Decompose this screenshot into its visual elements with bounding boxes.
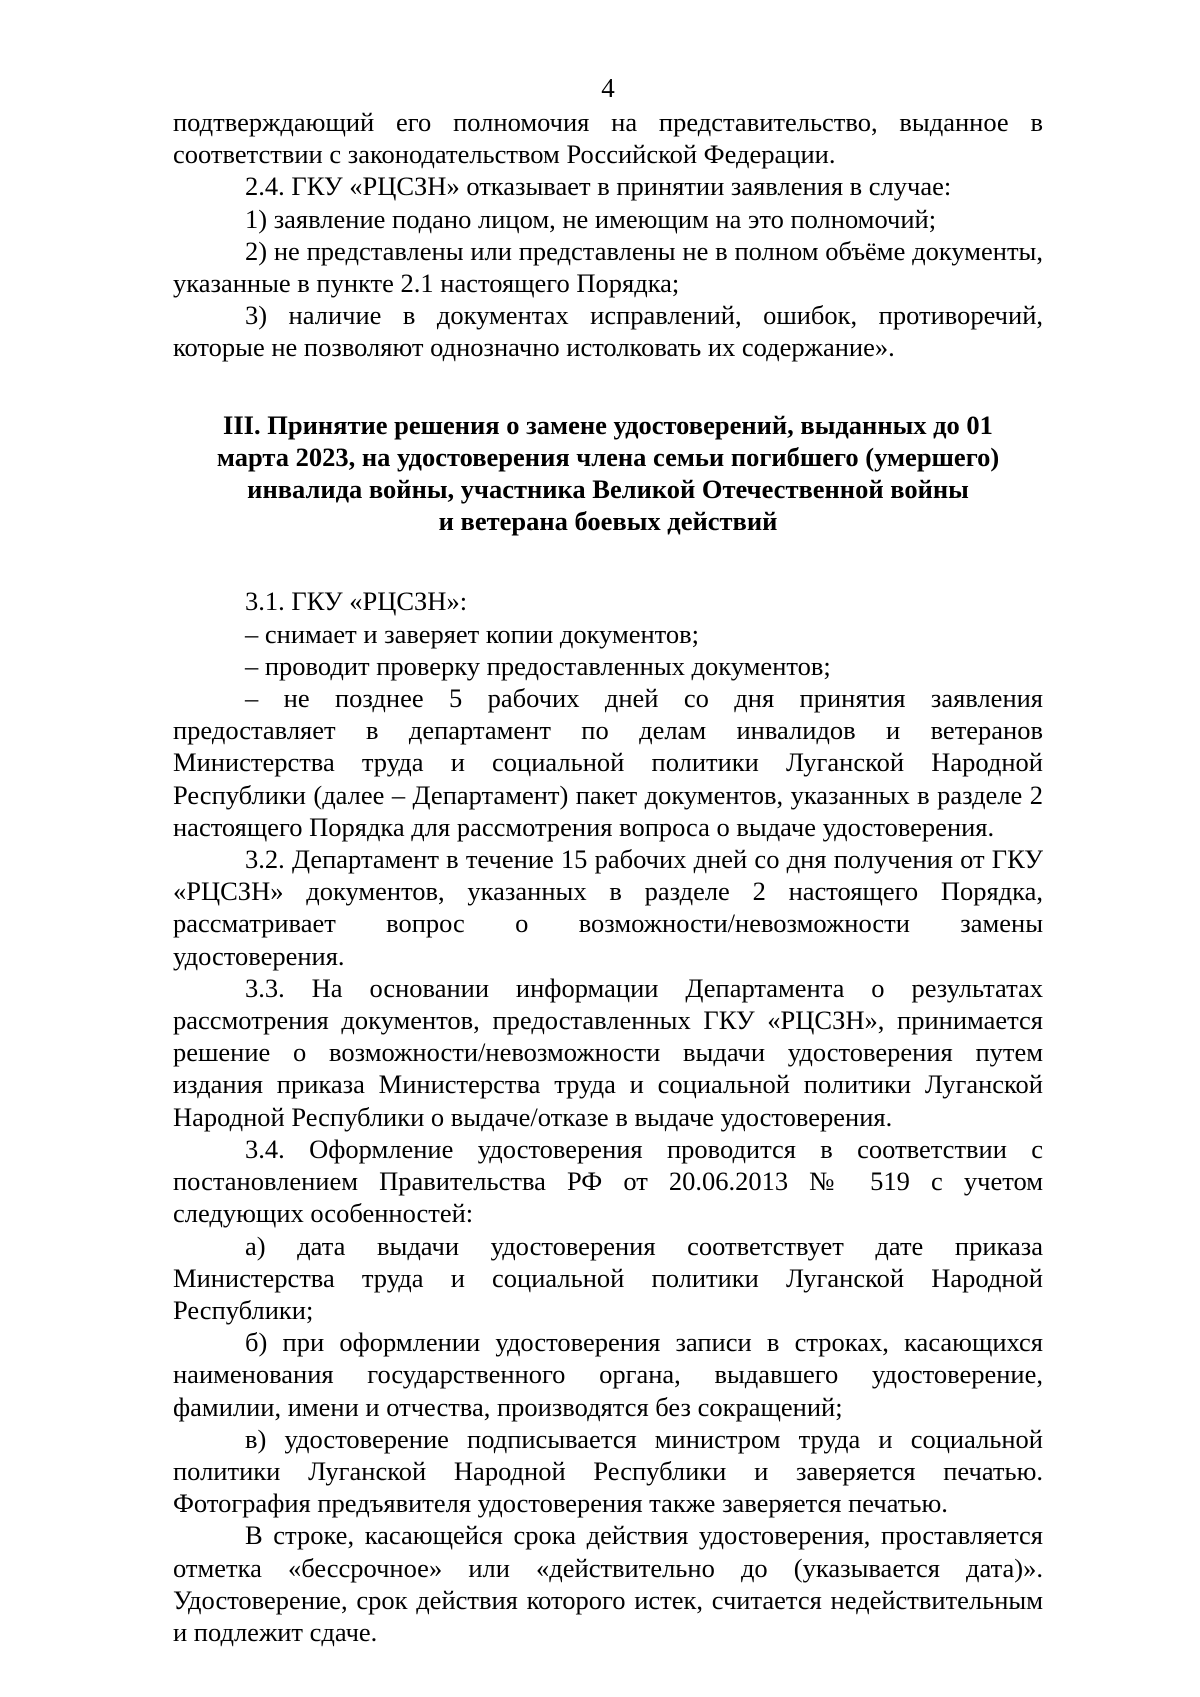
paragraph: 3.3. На основании информации Департамента о результатах рассмотрения документов, предоставленных ГКУ «РЦСЗН», принимается решение о возможности/невозможности выдачи удостоверения путем издания приказа Министерства труда и социальной политики Луганской Народной Республики о выдаче/отказе в выдаче удостоверения. [173, 972, 1043, 1132]
paragraph: 3) наличие в документах исправлений, ошибок, противоречий, которые не позволяют однозначно истолковать их содержание». [173, 300, 1043, 363]
paragraph: б) при оформлении удостоверения записи в строках, касающихся наименования государственного органа, выдавшего удостоверение, фамилии, имени и отчества, производятся без сокращений; [173, 1327, 1043, 1422]
paragraph: – проводит проверку предоставленных документов; [245, 650, 831, 681]
paragraph: 1) заявление подано лицом, не имеющим на это полномочий; [245, 203, 937, 234]
paragraph: – снимает и заверяет копии документов; [245, 618, 700, 649]
paragraph: 2.4. ГКУ «РЦСЗН» отказывает в принятии заявления в случае: [245, 171, 952, 202]
paragraph: подтверждающий его полномочия на представительство, выданное в соответствии с законодательством Российской Федерации. [173, 107, 1043, 170]
paragraph: 3.2. Департамент в течение 15 рабочих дней со дня получения от ГКУ «РЦСЗН» документов, указанных в разделе 2 настоящего Порядка, рассматривает вопрос о возможности/невозможности замены удостоверения. [173, 844, 1043, 971]
page-number: 4 [601, 73, 615, 103]
paragraph: 2) не представлены или представлены не в полном объёме документы, указанные в пункте 2.1 настоящего Порядка; [173, 235, 1043, 299]
paragraph: в) удостоверение подписывается министром труда и социальной политики Луганской Народной Республики и заверяется печатью. Фотография предъявителя удостоверения также заверяется печатью. [173, 1423, 1043, 1519]
section-heading: III. Принятие решения о замене удостоверений, выданных до 01 марта 2023, на удостоверения члена семьи погибшего (умершего) инвалида войны, участника Великой Отечественной войны и ветерана боевых действий [216, 409, 1000, 537]
document-content [173, 106, 1043, 1648]
paragraph: 3.4. Оформление удостоверения проводится в соответствии с постановлением Правительства РФ от 20.06.2013 № 519 с учетом следующих особенностей: [173, 1133, 1043, 1229]
paragraph: а) дата выдачи удостоверения соответствует дате приказа Министерства труда и социальной политики Луганской Народной Республики; [173, 1230, 1043, 1325]
paragraph: – не позднее 5 рабочих дней со дня принятия заявления предоставляет в департамент по делам инвалидов и ветеранов Министерства труда и социальной политики Луганской Народной Республики (далее – Департамент) пакет документов, указанных в разделе 2 настоящего Порядка для рассмотрения вопроса о выдаче удостоверения. [173, 683, 1043, 842]
paragraph: 3.1. ГКУ «РЦСЗН»: [245, 586, 468, 617]
paragraph: В строке, касающейся срока действия удостоверения, проставляется отметка «бессрочное» или «действительно до (указывается дата)». Удостоверение, срок действия которого истек, считается недействительным и подлежит сдаче. [173, 1520, 1043, 1647]
